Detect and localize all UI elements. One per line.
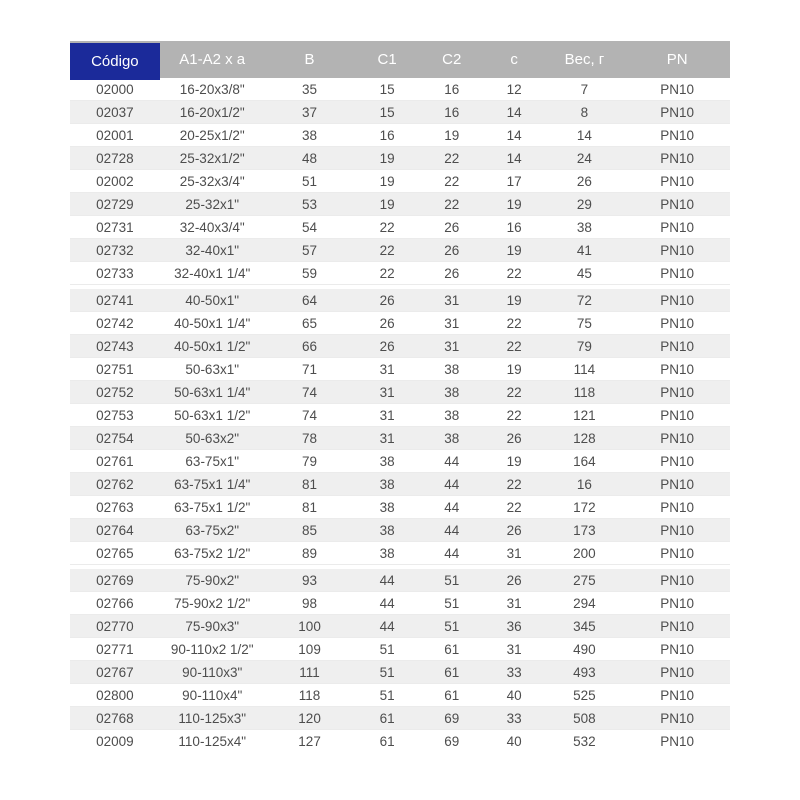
cell-codigo: 02768 [96,710,134,726]
cell-size: 50-63x2" [185,430,239,446]
cell-b: 98 [302,595,318,611]
cell-b: 64 [302,292,318,308]
cell-b: 127 [298,734,321,749]
cell-b: 51 [302,173,318,189]
cell-b: 85 [302,522,318,538]
cell-size: 63-75x1 1/4" [174,476,251,492]
cell-size: 75-90x2 1/2" [174,595,251,611]
cell-c1: 61 [379,710,395,726]
cell-c2: 61 [444,664,460,680]
cell-b: 93 [302,572,318,588]
cell-c: 40 [506,687,522,703]
cell-b: 38 [302,127,318,143]
cell-pn: PN10 [660,734,695,749]
table-row [70,101,730,124]
table-row [70,170,730,193]
cell-c: 40 [506,734,522,749]
cell-size: 75-90x2" [185,572,239,588]
table-row [70,542,730,565]
cell-pn: PN10 [660,430,695,446]
table-row [70,193,730,216]
cell-c1: 26 [379,338,395,354]
cell-codigo: 02742 [96,315,134,331]
cell-weight: 275 [573,572,596,588]
cell-c: 12 [506,81,522,97]
cell-weight: 45 [576,265,592,281]
cell-weight: 490 [573,641,596,657]
table-row [70,147,730,170]
table-row [70,661,730,684]
cell-c: 26 [506,572,522,588]
cell-pn: PN10 [660,292,695,308]
cell-c: 22 [506,338,522,354]
cell-c: 19 [506,196,522,212]
cell-c: 33 [506,710,522,726]
cell-size: 90-110x3" [182,664,243,680]
cell-pn: PN10 [660,242,695,258]
cell-weight: 8 [580,104,589,120]
table-row [70,381,730,404]
cell-b: 65 [302,315,318,331]
cell-pn: PN10 [660,687,695,703]
cell-c2: 26 [444,219,460,235]
cell-c1: 19 [379,196,395,212]
cell-c2: 44 [444,522,460,538]
cell-size: 25-32x1/2" [179,150,245,166]
table-row [70,450,730,473]
cell-c: 26 [506,522,522,538]
cell-c: 31 [506,595,522,611]
cell-b: 118 [298,687,321,703]
cell-weight: 29 [576,196,592,212]
cell-pn: PN10 [660,710,695,726]
cell-codigo: 02771 [96,641,134,657]
cell-weight: 172 [573,499,596,515]
cell-c1: 61 [379,734,395,749]
cell-codigo: 02728 [96,150,134,166]
cell-c1: 51 [379,641,395,657]
table-row [70,473,730,496]
cell-c2: 38 [444,361,460,377]
cell-codigo: 02009 [96,734,134,749]
cell-c2: 51 [444,595,460,611]
cell-c1: 15 [379,81,395,97]
cell-codigo: 02002 [96,173,134,189]
cell-c: 22 [506,315,522,331]
cell-b: 100 [298,618,321,634]
cell-b: 59 [302,265,318,281]
cell-b: 79 [302,453,318,469]
cell-codigo: 02733 [96,265,134,281]
cell-size: 63-75x1 1/2" [174,499,251,515]
column-header-c: c [510,51,518,68]
cell-pn: PN10 [660,453,695,469]
cell-pn: PN10 [660,499,695,515]
cell-size: 20-25x1/2" [179,127,245,143]
cell-c1: 19 [379,173,395,189]
cell-size: 110-125x3" [178,710,247,726]
cell-size: 50-63x1" [185,361,239,377]
cell-codigo: 02001 [96,127,134,143]
cell-size: 32-40x1" [185,242,239,258]
cell-weight: 75 [576,315,592,331]
table-row [70,262,730,285]
cell-c1: 22 [379,265,395,281]
table-header-row [70,41,730,78]
cell-c: 31 [506,545,522,561]
cell-c: 33 [506,664,522,680]
cell-weight: 24 [576,150,592,166]
table-body [70,78,730,753]
cell-size: 32-40x1 1/4" [174,265,251,281]
cell-codigo: 02764 [96,522,134,538]
cell-c2: 31 [444,338,460,354]
cell-size: 32-40x3/4" [179,219,245,235]
cell-b: 37 [302,104,318,120]
cell-c2: 51 [444,618,460,634]
cell-c2: 16 [444,104,460,120]
cell-c2: 44 [444,453,460,469]
cell-b: 74 [302,384,318,400]
cell-c: 14 [506,104,522,120]
table-row [70,239,730,262]
column-header-pn: PN [666,51,688,68]
cell-c: 19 [506,292,522,308]
cell-c1: 31 [379,407,395,423]
table-row [70,707,730,730]
table-row [70,358,730,381]
cell-pn: PN10 [660,338,695,354]
cell-size: 50-63x1 1/4" [174,384,251,400]
cell-c1: 31 [379,384,395,400]
cell-pn: PN10 [660,407,695,423]
cell-codigo: 02000 [96,81,134,97]
cell-c: 26 [506,430,522,446]
cell-weight: 294 [573,595,596,611]
table-row [70,427,730,450]
table-row [70,335,730,358]
column-header-size: A1-A2 x a [179,51,246,68]
cell-codigo: 02761 [96,453,134,469]
table-row [70,496,730,519]
cell-c1: 26 [379,292,395,308]
cell-weight: 493 [573,664,596,680]
cell-codigo: 02732 [96,242,134,258]
cell-size: 16-20x1/2" [179,104,245,120]
cell-codigo: 02753 [96,407,134,423]
cell-codigo: 02770 [96,618,134,634]
cell-size: 75-90x3" [185,618,239,634]
cell-pn: PN10 [660,219,695,235]
cell-b: 66 [302,338,318,354]
cell-size: 16-20x3/8" [179,81,245,97]
cell-codigo: 02766 [96,595,134,611]
cell-c: 22 [506,265,522,281]
cell-weight: 118 [573,384,596,400]
cell-c2: 61 [444,641,460,657]
cell-pn: PN10 [660,104,695,120]
cell-weight: 200 [573,545,596,561]
cell-weight: 173 [573,522,596,538]
cell-codigo: 02767 [96,664,134,680]
cell-b: 71 [302,361,318,377]
cell-c: 19 [506,361,522,377]
cell-weight: 7 [580,81,589,97]
cell-c: 19 [506,453,522,469]
cell-c: 22 [506,407,522,423]
table-row [70,124,730,147]
cell-codigo: 02754 [96,430,134,446]
cell-c2: 44 [444,476,460,492]
cell-weight: 79 [576,338,592,354]
cell-codigo: 02037 [96,104,134,120]
cell-c: 16 [506,219,522,235]
cell-pn: PN10 [660,545,695,561]
cell-codigo: 02769 [96,572,134,588]
table-row [70,730,730,753]
cell-c2: 26 [444,265,460,281]
cell-pn: PN10 [660,265,695,281]
cell-c2: 38 [444,430,460,446]
cell-c1: 16 [379,127,395,143]
cell-b: 109 [298,641,321,657]
table-row [70,569,730,592]
cell-size: 63-75x2" [185,522,239,538]
cell-size: 40-50x1 1/4" [174,315,251,331]
cell-weight: 532 [573,734,596,749]
cell-b: 57 [302,242,318,258]
cell-size: 25-32x1" [185,196,239,212]
cell-c1: 31 [379,430,395,446]
table-row [70,289,730,312]
cell-c2: 44 [444,499,460,515]
column-header-weight: Вес, г [564,51,605,68]
cell-weight: 128 [573,430,596,446]
cell-c: 36 [506,618,522,634]
cell-c1: 15 [379,104,395,120]
cell-c1: 44 [379,595,395,611]
table-row [70,216,730,239]
cell-c2: 16 [444,81,460,97]
cell-weight: 508 [573,710,596,726]
cell-pn: PN10 [660,127,695,143]
cell-c1: 38 [379,545,395,561]
cell-c2: 22 [444,196,460,212]
cell-c1: 38 [379,499,395,515]
cell-weight: 525 [573,687,596,703]
cell-b: 120 [298,710,321,726]
cell-pn: PN10 [660,196,695,212]
table-row [70,519,730,542]
cell-pn: PN10 [660,81,695,97]
cell-c2: 44 [444,545,460,561]
cell-c1: 44 [379,572,395,588]
cell-pn: PN10 [660,361,695,377]
cell-codigo: 02763 [96,499,134,515]
cell-weight: 16 [576,476,592,492]
cell-codigo: 02765 [96,545,134,561]
cell-c2: 61 [444,687,460,703]
cell-pn: PN10 [660,150,695,166]
cell-weight: 14 [576,127,592,143]
cell-c1: 26 [379,315,395,331]
cell-b: 111 [299,664,320,680]
cell-c2: 51 [444,572,460,588]
cell-c2: 69 [444,710,460,726]
cell-c1: 19 [379,150,395,166]
cell-b: 81 [302,499,318,515]
cell-codigo: 02800 [96,687,134,703]
cell-pn: PN10 [660,522,695,538]
cell-c1: 38 [379,522,395,538]
cell-pn: PN10 [660,664,695,680]
cell-codigo: 02752 [96,384,134,400]
table-row [70,78,730,101]
column-header-c2: C2 [442,51,462,68]
cell-c1: 44 [379,618,395,634]
cell-codigo: 02762 [96,476,134,492]
cell-size: 110-125x4" [178,734,247,749]
table-row [70,638,730,661]
cell-c1: 31 [379,361,395,377]
cell-c: 17 [506,173,522,189]
column-header-b: B [304,51,315,68]
cell-c: 31 [506,641,522,657]
cell-c: 22 [506,499,522,515]
cell-c: 14 [506,150,522,166]
cell-b: 54 [302,219,318,235]
cell-c2: 38 [444,407,460,423]
cell-pn: PN10 [660,315,695,331]
cell-c2: 22 [444,173,460,189]
cell-c: 19 [506,242,522,258]
cell-b: 89 [302,545,318,561]
cell-codigo: 02741 [96,292,134,308]
cell-c1: 51 [379,687,395,703]
cell-size: 90-110x2 1/2" [170,641,254,657]
cell-b: 81 [302,476,318,492]
cell-c1: 22 [379,242,395,258]
cell-pn: PN10 [660,618,695,634]
cell-c1: 51 [379,664,395,680]
cell-weight: 72 [576,292,592,308]
cell-c: 22 [506,476,522,492]
table-row [70,592,730,615]
column-header-c1: C1 [377,51,397,68]
table-row [70,404,730,427]
cell-pn: PN10 [660,384,695,400]
cell-codigo: 02729 [96,196,134,212]
cell-b: 35 [302,81,318,97]
cell-c2: 22 [444,150,460,166]
cell-pn: PN10 [660,476,695,492]
cell-codigo: 02743 [96,338,134,354]
cell-size: 50-63x1 1/2" [174,407,251,423]
cell-b: 74 [302,407,318,423]
cell-weight: 121 [573,407,596,423]
spec-table [70,41,730,753]
cell-weight: 164 [573,453,596,469]
table-row [70,615,730,638]
cell-c2: 31 [444,292,460,308]
cell-c1: 22 [379,219,395,235]
cell-b: 48 [302,150,318,166]
cell-codigo: 02731 [96,219,134,235]
cell-weight: 41 [576,242,592,258]
cell-pn: PN10 [660,572,695,588]
cell-size: 63-75x2 1/2" [174,545,251,561]
cell-pn: PN10 [660,173,695,189]
cell-c2: 26 [444,242,460,258]
cell-size: 63-75x1" [185,453,239,469]
cell-size: 40-50x1" [185,292,239,308]
cell-weight: 38 [576,219,592,235]
cell-pn: PN10 [660,641,695,657]
cell-weight: 114 [573,361,596,377]
cell-c: 22 [506,384,522,400]
cell-pn: PN10 [660,595,695,611]
cell-b: 78 [302,430,318,446]
cell-c2: 31 [444,315,460,331]
cell-b: 53 [302,196,318,212]
cell-c1: 38 [379,476,395,492]
table-row [70,312,730,335]
cell-c2: 19 [444,127,460,143]
cell-weight: 345 [573,618,596,634]
cell-codigo: 02751 [96,361,134,377]
cell-size: 40-50x1 1/2" [174,338,251,354]
column-header-codigo: Código [70,43,160,80]
cell-weight: 26 [576,173,592,189]
cell-c2: 69 [444,734,460,749]
cell-size: 25-32x3/4" [179,173,245,189]
cell-c1: 38 [379,453,395,469]
cell-c2: 38 [444,384,460,400]
table-row [70,684,730,707]
cell-size: 90-110x4" [182,687,243,703]
cell-c: 14 [506,127,522,143]
